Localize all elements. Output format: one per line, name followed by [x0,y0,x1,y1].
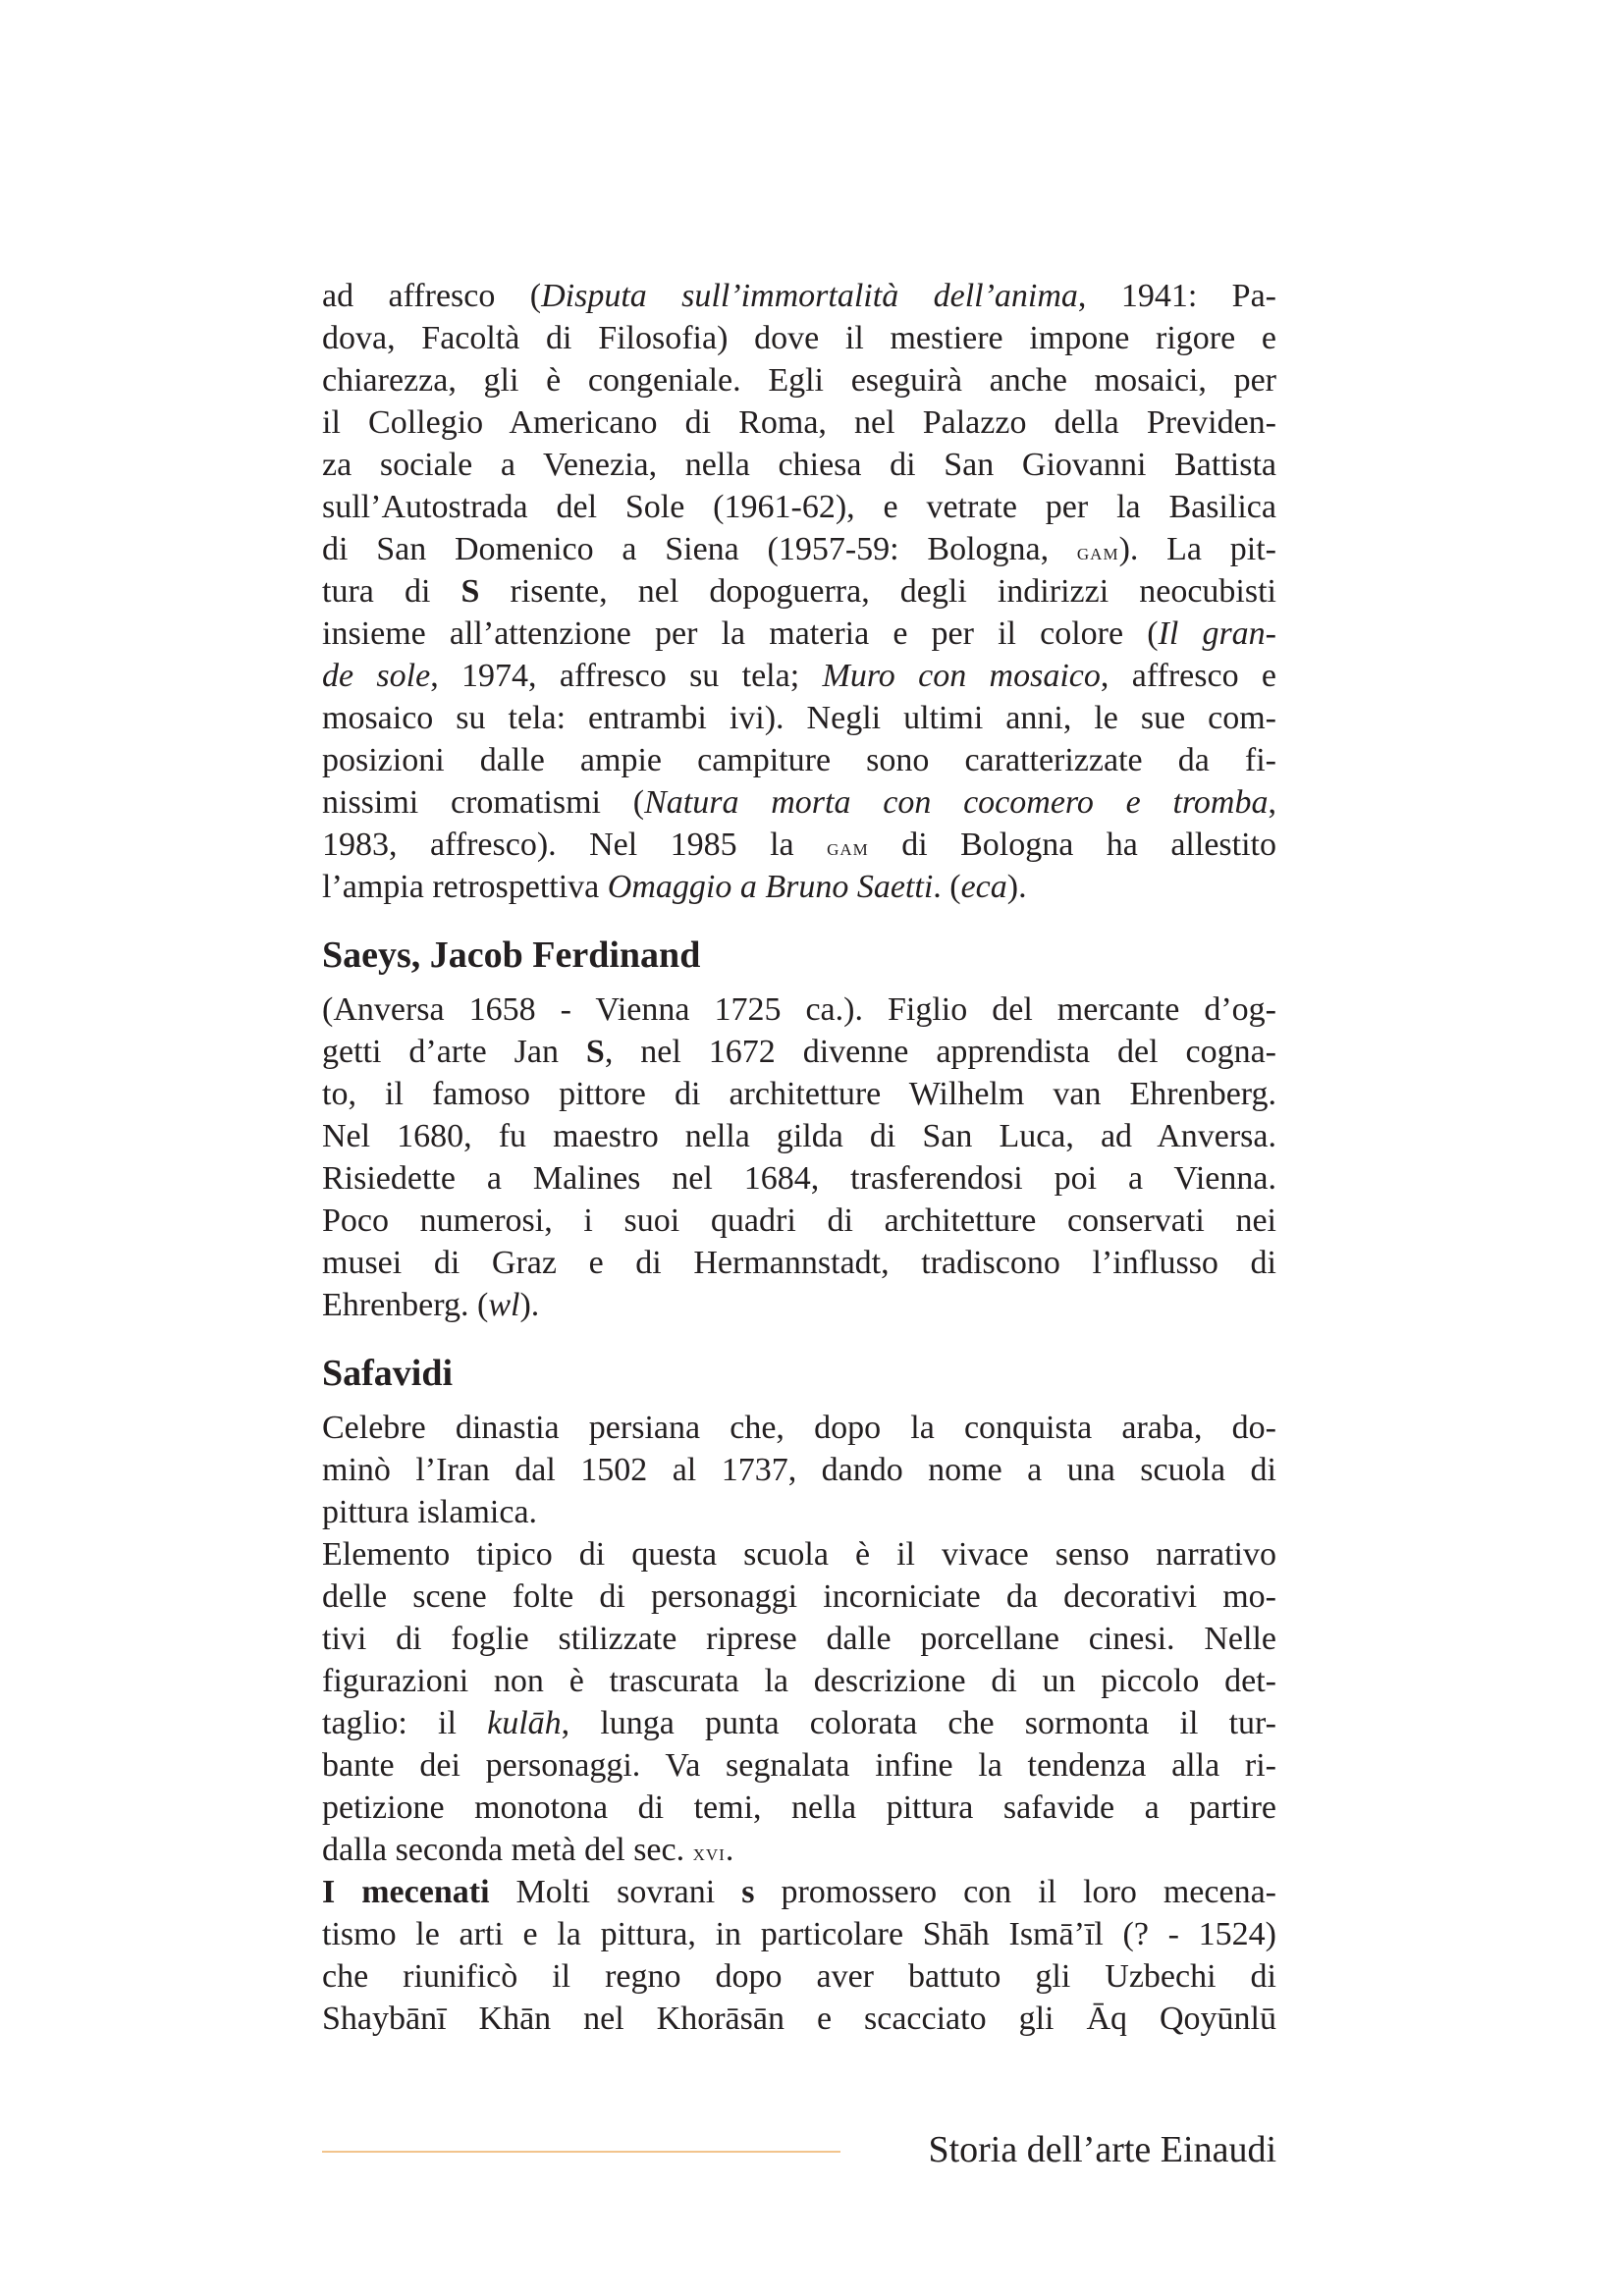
text-line: dova, Facoltà di Filosofia) dove il mestiere impone rigore e [322,320,1276,356]
italic-text: de sole [322,658,431,694]
text-line: Elemento tipico di questa scuola è il vivace senso narrativo [322,1536,1276,1573]
text-line: insieme all’attenzione per la materia e per il colore (Il gran- [322,615,1277,652]
text-line: taglio: il kulāh, lunga punta colorata che sormonta il tur- [322,1705,1276,1741]
text-line: minò l’Iran dal 1502 al 1737, dando nome a una scuola di [322,1452,1276,1488]
text-line: Celebre dinastia persiana che, dopo la conquista araba, do- [322,1410,1276,1446]
small-caps-text: xvi [692,1841,726,1866]
text-line: I mecenati Molti sovrani s promossero con il loro mecena- [322,1874,1276,1910]
text-line: za sociale a Venezia, nella chiesa di San Giovanni Battista [322,447,1276,483]
text-line: chiarezza, gli è congeniale. Egli eseguirà anche mosaici, per [322,362,1276,399]
text-line: l’ampia retrospettiva Omaggio a Bruno Saetti. (eca). [322,869,1027,905]
text-line: posizioni dalle ampie campiture sono caratterizzate da fi- [322,742,1276,778]
footer-title: Storia dell’arte Einaudi [928,2129,1276,2170]
text-line: (Anversa 1658 - Vienna 1725 ca.). Figlio del mercante d’og- [322,991,1276,1028]
text-line: 1983, affresco). Nel 1985 la gam di Bologna ha allestito [322,827,1276,863]
text-line: petizione monotona di temi, nella pittura safavide a partire [322,1789,1276,1826]
text-line: Shaybānī Khān nel Khorāsān e scacciato gli Āq Qoyūnlū [322,2001,1276,2037]
entry-heading-saeys: Saeys, Jacob Ferdinand [322,934,701,976]
italic-text: wl [488,1287,520,1323]
text-line: dalla seconda metà del sec. xvi. [322,1832,734,1868]
small-caps-text: gam [827,835,869,861]
spacer [322,977,1276,988]
italic-text: Omaggio a Bruno Saetti [607,869,934,905]
italic-text: Il gran- [1158,615,1277,652]
bold-text: S [585,1034,605,1070]
text-line: di San Domenico a Siena (1957-59: Bologna, gam). La pit- [322,531,1276,567]
text-line: de sole, 1974, affresco su tela; Muro con mosaico, affresco e [322,658,1277,694]
text-line: getti d’arte Jan S, nel 1672 divenne apprendista del cogna- [322,1034,1276,1070]
text-line: to, il famoso pittore di architetture Wilhelm van Ehrenberg. [322,1076,1276,1112]
text-line: Ehrenberg. (wl). [322,1287,540,1323]
text-line: musei di Graz e di Hermannstadt, tradiscono l’influsso di [322,1245,1276,1281]
text-column [322,275,1276,2040]
text-line: bante dei personaggi. Va segnalata infine la tendenza alla ri- [322,1747,1276,1784]
text-line: Risiedette a Malines nel 1684, trasferendosi poi a Vienna. [322,1160,1276,1197]
entry-saetti-continued [322,275,1276,908]
text-line: che riunificò il regno dopo aver battuto gli Uzbechi di [322,1958,1276,1995]
text-line: figurazioni non è trascurata la descrizione di un piccolo det- [322,1663,1276,1699]
entry-safavidi [322,1407,1276,2040]
text-line: Nel 1680, fu maestro nella gilda di San Luca, ad Anversa. [322,1118,1276,1154]
text-line: sull’Autostrada del Sole (1961-62), e vetrate per la Basilica [322,489,1276,525]
bold-text: I mecenati [322,1874,490,1910]
italic-text: Natura morta con cocomero e tromba [644,784,1269,821]
italic-text: Muro con mosaico [822,658,1101,694]
text-line: ad affresco (Disputa sull’immortalità dell’anima, 1941: Pa- [322,278,1276,314]
text-line: nissimi cromatismi (Natura morta con cocomero e tromba, [322,784,1276,821]
italic-text: kulāh [487,1705,562,1741]
text-line: Poco numerosi, i suoi quadri di architetture conservati nei [322,1202,1276,1239]
italic-text: Disputa sull’immortalità dell’anima [541,278,1078,314]
entry-heading-safavidi: Safavidi [322,1353,454,1394]
spacer [322,1326,1276,1353]
entry-saeys [322,988,1276,1326]
text-line: tura di S risente, nel dopoguerra, degli indirizzi neocubisti [322,573,1276,610]
text-line: delle scene folte di personaggi incorniciate da decorativi mo- [322,1578,1276,1615]
spacer [322,908,1276,934]
footer-rule [322,2151,840,2153]
text-line: pittura islamica. [322,1494,538,1530]
text-line: tismo le arti e la pittura, in particolare Shāh Ismā’īl (? - 1524) [322,1916,1276,1952]
spacer [322,1395,1276,1407]
small-caps-text: gam [1076,540,1119,565]
text-line: il Collegio Americano di Roma, nel Palazzo della Previden- [322,404,1276,441]
bold-text: s [741,1874,755,1910]
text-line: mosaico su tela: entrambi ivi). Negli ultimi anni, le sue com- [322,700,1276,736]
bold-text: S [460,573,480,610]
italic-text: eca [960,869,1007,905]
text-line: tivi di foglie stilizzate riprese dalle porcellane cinesi. Nelle [322,1621,1276,1657]
